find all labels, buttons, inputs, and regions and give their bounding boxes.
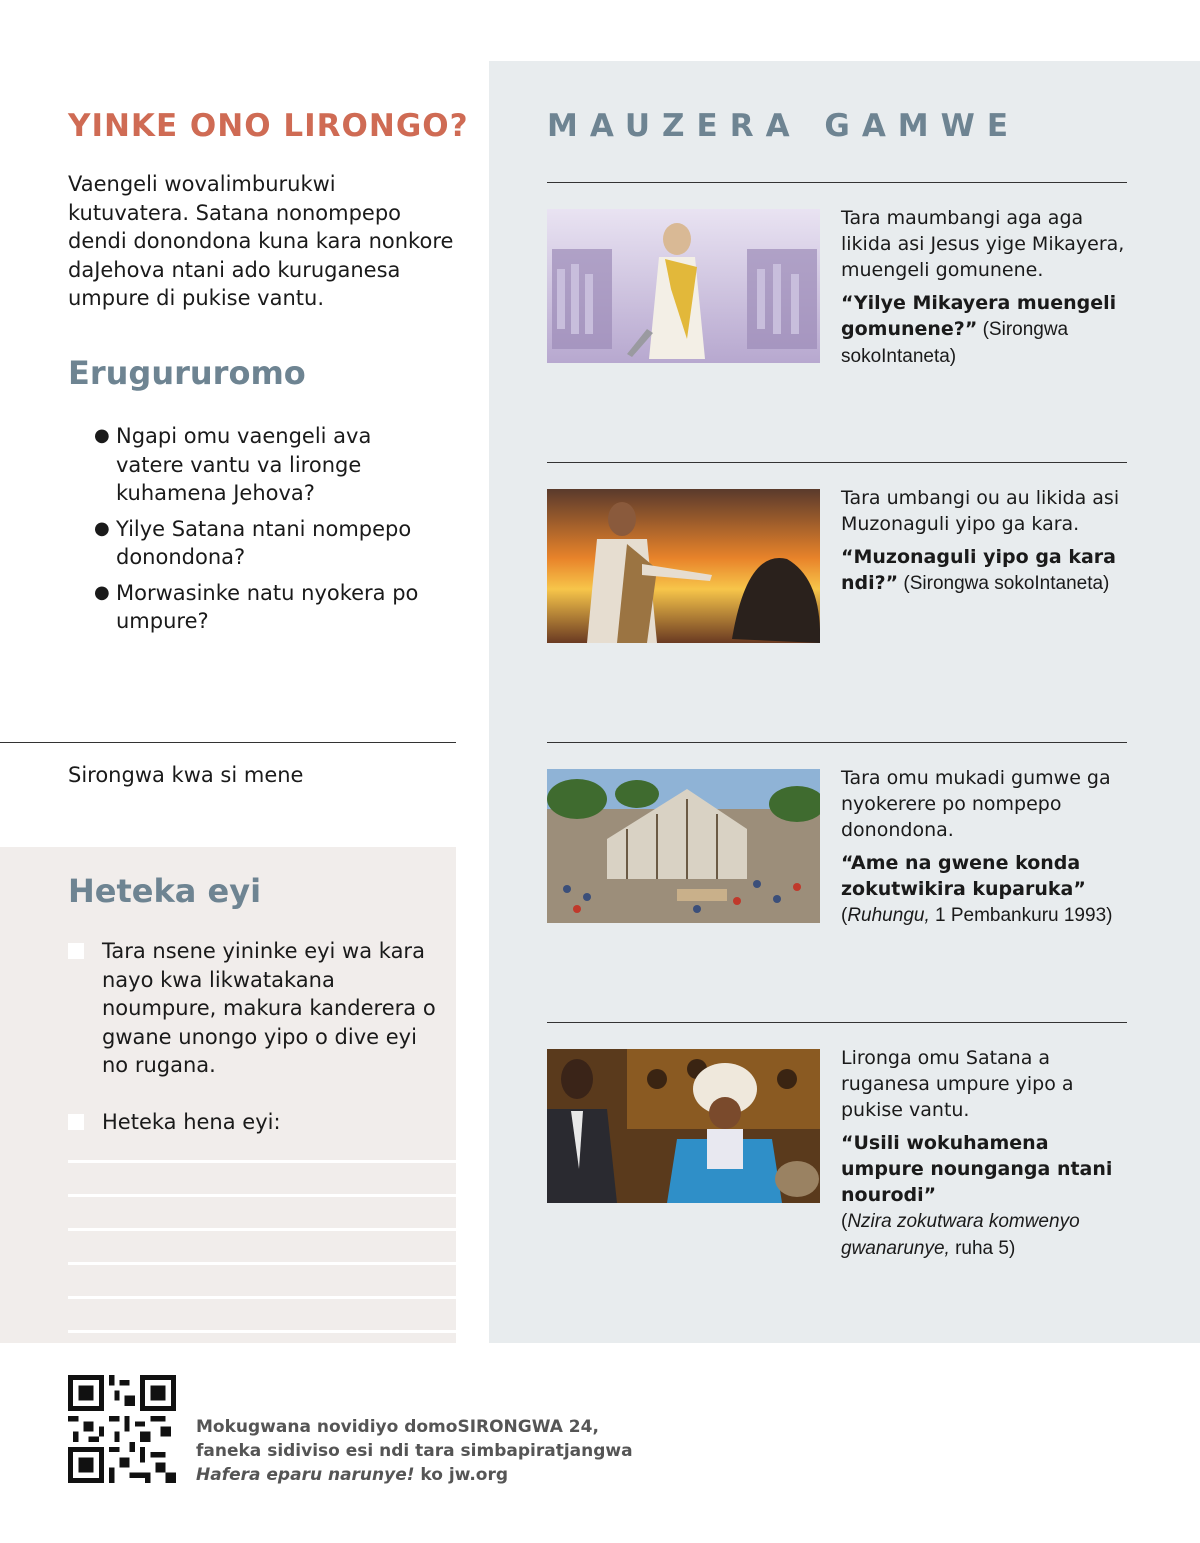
write-line[interactable]: [68, 1296, 456, 1299]
qr-code-icon[interactable]: [68, 1375, 176, 1483]
try-this-title: Heteka eyi: [68, 872, 262, 910]
website-link[interactable]: ko jw.org: [414, 1465, 509, 1485]
woman-image: [547, 1049, 820, 1203]
checkbox[interactable]: [68, 943, 84, 959]
divider: [547, 182, 1127, 183]
bullet-icon: ●: [94, 425, 110, 446]
summary-text: Vaengeli wovalimburukwi kutuvatera. Satana nonompepo dendi donondona kuna kara nonkore daJehova ntani ado kuruganesa umpure di pukise vantu.: [68, 172, 454, 310]
write-line[interactable]: [68, 1194, 456, 1197]
self-study-label: Sirongwa kwa si mene: [68, 763, 304, 787]
summary-title: YINKE ONO LIRONGO?: [68, 108, 469, 144]
footer-note: Mokugwana novidiyo domoSIRONGWA 24, faneka sidiviso esi ndi tara simbapiratjangwa Hafera eparu narunye! ko jw.org: [196, 1417, 633, 1485]
write-line[interactable]: [68, 1262, 456, 1265]
reference-link[interactable]: “Yilye Mikayera muengeli gomunene?” (Sirongwa sokoIntaneta): [841, 292, 1117, 367]
related-item: Tara omu mukadi gumwe ga nyokerere po nompepo donondona. “Ame na gwene konda zokutwikira kuparuka” (Ruhungu, 1 Pembankuru 1993): [841, 765, 1131, 929]
try-this-box: [0, 847, 456, 1343]
review-question: ● Ngapi omu vaengeli ava vatere vantu va lironge kuhamena Jehova?: [94, 424, 372, 505]
reference-link[interactable]: “Muzonaguli yipo ga kara ndi?” (Sirongwa sokoIntaneta): [841, 546, 1116, 594]
construction-image: [547, 769, 820, 923]
jesus-pointing-image: [547, 489, 820, 643]
write-line[interactable]: [68, 1228, 456, 1231]
checkbox[interactable]: [68, 1114, 84, 1130]
bullet-icon: ●: [94, 517, 110, 539]
reference-link[interactable]: “Ame na gwene konda zokutwikira kuparuka” (Ruhungu, 1 Pembankuru 1993): [841, 852, 1113, 926]
try-item: Tara nsene yininke eyi wa kara nayo kwa likwatakana noumpure, makura kanderera o gwane unongo yipo o dive eyi no rugana.: [68, 937, 438, 1080]
write-line[interactable]: [68, 1160, 456, 1163]
divider: [547, 742, 1127, 743]
divider: [547, 462, 1127, 463]
review-title: Erugururomo: [68, 354, 306, 392]
divider: [0, 742, 456, 743]
write-line[interactable]: [68, 1330, 456, 1333]
archangel-image: [547, 209, 820, 363]
more-title: MAUZERA GAMWE: [547, 108, 1021, 144]
bullet-icon: ●: [94, 581, 110, 603]
divider: [547, 1022, 1127, 1023]
try-item: Heteka hena eyi:: [68, 1108, 438, 1137]
related-item: Lironga omu Satana a ruganesa umpure yipo a pukise vantu. “Usili wokuhamena umpure nounganga ntani nourodi” (Nzira zokutwara komwenyo gwanarunye, ruha 5): [841, 1045, 1131, 1262]
review-question: ● Yilye Satana ntani nompepo donondona?: [94, 516, 412, 569]
review-questions: [94, 422, 444, 643]
reference-link[interactable]: “Usili wokuhamena umpure nounganga ntani nourodi” (Nzira zokutwara komwenyo gwanarunye, ruha 5): [841, 1132, 1113, 1259]
related-item: Tara maumbangi aga aga likida asi Jesus yige Mikayera, muengeli gomunene. “Yilye Mikayera muengeli gomunene?” (Sirongwa sokoIntaneta): [841, 205, 1131, 370]
related-item: Tara umbangi ou au likida asi Muzonaguli yipo ga kara. “Muzonaguli yipo ga kara ndi?” (Sirongwa sokoIntaneta): [841, 485, 1131, 597]
review-question: ● Morwasinke natu nyokera po umpure?: [94, 580, 419, 633]
